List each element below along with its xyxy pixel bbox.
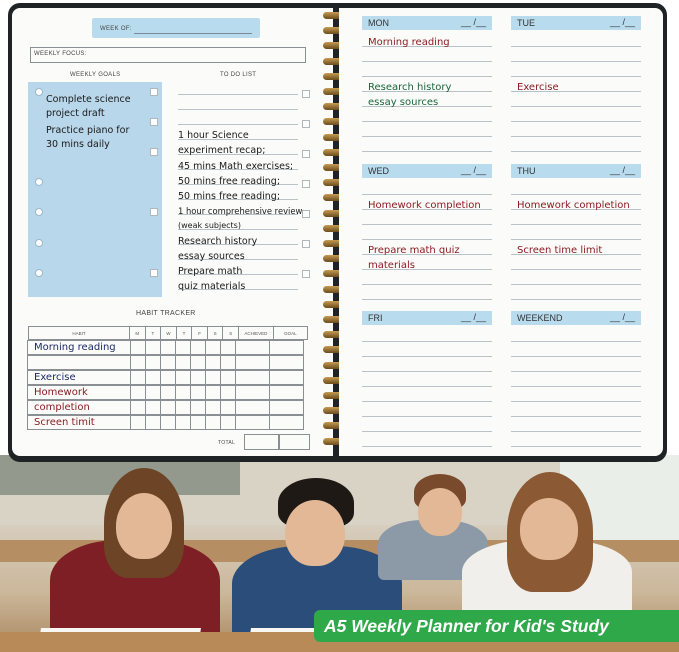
day-line: [362, 76, 492, 77]
day-label: FRI: [368, 313, 383, 323]
todo-text: 45 mins Math exercises;: [178, 161, 294, 172]
habit-check-cell[interactable]: [160, 355, 176, 370]
habit-text: Screen timit: [34, 417, 95, 428]
day-line: [511, 446, 641, 447]
habit-check-cell[interactable]: [205, 340, 221, 355]
habit-check-cell[interactable]: [220, 385, 236, 400]
product-banner: [314, 610, 679, 642]
day-line: [362, 136, 492, 137]
habit-name-cell: [27, 415, 131, 430]
todo-text: (weak subjects): [178, 221, 241, 230]
habit-check-cell[interactable]: [220, 370, 236, 385]
day-entry-text: Morning reading: [368, 37, 450, 48]
habit-col-header: GOAL: [273, 327, 307, 340]
goal-checkbox[interactable]: [150, 118, 158, 126]
habit-check-cell[interactable]: [235, 355, 270, 370]
habit-check-cell[interactable]: [160, 370, 176, 385]
habit-check-cell[interactable]: [269, 385, 304, 400]
habit-check-cell[interactable]: [269, 400, 304, 415]
todo-text: essay sources: [178, 251, 245, 262]
habit-check-cell[interactable]: [130, 355, 146, 370]
day-line: [511, 299, 641, 300]
banner-text: A5 Weekly Planner for Kid's Study: [324, 616, 609, 636]
habit-check-cell[interactable]: [130, 400, 146, 415]
day-line: [362, 371, 492, 372]
day-label: WED: [368, 166, 389, 176]
day-line: [362, 299, 492, 300]
day-line: [511, 341, 641, 342]
day-line: [362, 356, 492, 357]
habit-check-cell[interactable]: [190, 415, 206, 430]
habit-check-cell[interactable]: [205, 385, 221, 400]
habit-check-cell[interactable]: [205, 415, 221, 430]
day-line: [511, 224, 641, 225]
habit-check-cell[interactable]: [160, 385, 176, 400]
day-label: TUE: [517, 18, 535, 28]
day-entry-text: materials: [368, 260, 415, 271]
habit-check-cell[interactable]: [205, 355, 221, 370]
day-header-mon: [362, 16, 492, 30]
habit-text: completion: [34, 402, 90, 413]
habit-col-header: T: [145, 327, 161, 340]
habit-check-cell[interactable]: [220, 415, 236, 430]
habit-check-cell[interactable]: [269, 370, 304, 385]
goal-checkbox[interactable]: [150, 269, 158, 277]
day-line: [362, 239, 492, 240]
goal-dot: [35, 88, 43, 96]
habit-check-cell[interactable]: [269, 415, 304, 430]
todo-line: [178, 94, 298, 95]
day-header-tue: [511, 16, 641, 30]
day-line: [511, 371, 641, 372]
goal-text: Practice piano for: [46, 125, 130, 136]
day-line: [511, 106, 641, 107]
day-entry-text: essay sources: [368, 97, 439, 108]
day-entry-text: Exercise: [517, 82, 559, 93]
goal-dot: [35, 239, 43, 247]
habit-check-cell[interactable]: [175, 400, 191, 415]
day-line: [511, 284, 641, 285]
day-line: [511, 76, 641, 77]
habit-col-header: S: [223, 327, 239, 340]
habit-check-cell[interactable]: [190, 340, 206, 355]
goal-checkbox[interactable]: [150, 88, 158, 96]
day-header-weekend: [511, 311, 641, 325]
habit-check-cell[interactable]: [145, 370, 161, 385]
habit-check-cell[interactable]: [175, 385, 191, 400]
habit-check-cell[interactable]: [130, 340, 146, 355]
habit-check-cell[interactable]: [190, 370, 206, 385]
todo-checkbox[interactable]: [302, 240, 310, 248]
habit-check-cell[interactable]: [190, 355, 206, 370]
day-date-blank[interactable]: __ /__: [460, 165, 486, 175]
habit-check-cell[interactable]: [190, 385, 206, 400]
todo-checkbox[interactable]: [302, 180, 310, 188]
day-line: [362, 401, 492, 402]
day-entry-text: Homework completion: [517, 200, 630, 211]
habit-check-cell[interactable]: [235, 400, 270, 415]
day-line: [511, 61, 641, 62]
habit-text: Homework: [34, 387, 88, 398]
goal-dot: [35, 208, 43, 216]
habit-check-cell[interactable]: [220, 355, 236, 370]
habit-check-cell[interactable]: [205, 370, 221, 385]
day-header-thu: [511, 164, 641, 178]
day-line: [511, 431, 641, 432]
day-line: [362, 386, 492, 387]
day-date-blank[interactable]: __ /__: [609, 17, 635, 27]
todo-checkbox[interactable]: [302, 90, 310, 98]
day-line: [511, 194, 641, 195]
todo-text: Research history: [178, 236, 258, 247]
week-of-label: WEEK OF:: [100, 26, 132, 32]
total-label: TOTAL: [218, 440, 236, 446]
todo-text: experiment recap;: [178, 145, 266, 156]
day-date-blank[interactable]: __ /__: [460, 17, 486, 27]
day-line: [362, 431, 492, 432]
day-entry-text: Prepare math quiz: [368, 245, 460, 256]
day-label: MON: [368, 18, 389, 28]
day-line: [362, 341, 492, 342]
habit-col-header: W: [161, 327, 177, 340]
day-date-blank[interactable]: __ /__: [609, 165, 635, 175]
habit-check-cell[interactable]: [145, 355, 161, 370]
day-header-wed: [362, 164, 492, 178]
todo-text: Prepare math: [178, 266, 243, 277]
habit-check-cell[interactable]: [145, 400, 161, 415]
todo-text: 1 hour comprehensive review: [178, 206, 303, 216]
habit-check-cell[interactable]: [160, 340, 176, 355]
habit-col-header: M: [129, 327, 145, 340]
day-line: [511, 121, 641, 122]
todo-checkbox[interactable]: [302, 120, 310, 128]
habit-check-cell[interactable]: [235, 385, 270, 400]
todo-text: 50 mins free reading;: [178, 191, 281, 202]
habit-check-cell[interactable]: [235, 340, 270, 355]
habit-col-header: T: [176, 327, 192, 340]
habit-check-cell[interactable]: [220, 400, 236, 415]
day-header-fri: [362, 311, 492, 325]
habit-check-cell[interactable]: [145, 385, 161, 400]
habit-check-cell[interactable]: [269, 355, 304, 370]
habit-name-cell: [27, 370, 131, 385]
habit-tracker-table: [28, 326, 308, 340]
day-entry-text: Research history: [368, 82, 452, 93]
day-line: [511, 386, 641, 387]
goal-text: Complete science: [46, 94, 131, 105]
day-entry-text: Homework completion: [368, 200, 481, 211]
day-line: [511, 136, 641, 137]
habit-col-header: ACHIEVED: [239, 327, 274, 340]
habit-check-cell[interactable]: [130, 415, 146, 430]
habit-check-cell[interactable]: [130, 385, 146, 400]
habit-col-header: F: [192, 327, 208, 340]
day-line: [362, 61, 492, 62]
planner-left-page: [12, 8, 333, 456]
habit-name-cell: [27, 400, 131, 415]
goal-checkbox[interactable]: [150, 208, 158, 216]
day-entry-text: Screen time limit: [517, 245, 603, 256]
day-line: [362, 121, 492, 122]
day-line: [511, 401, 641, 402]
habit-name-cell: [27, 340, 131, 355]
week-of-line: [134, 33, 252, 34]
habit-text: Exercise: [34, 372, 76, 383]
goal-checkbox[interactable]: [150, 148, 158, 156]
day-line: [362, 224, 492, 225]
day-line: [511, 239, 641, 240]
day-line: [362, 194, 492, 195]
goal-dot: [35, 178, 43, 186]
habit-col-header: S: [207, 327, 223, 340]
weekly-goals-label: WEEKLY GOALS: [70, 72, 121, 78]
day-label: WEEKEND: [517, 313, 563, 323]
day-label: THU: [517, 166, 536, 176]
day-date-blank[interactable]: __ /__: [609, 312, 635, 322]
habit-check-cell[interactable]: [175, 370, 191, 385]
day-line: [362, 416, 492, 417]
habit-check-cell[interactable]: [145, 340, 161, 355]
todo-line: [178, 109, 298, 110]
day-line: [511, 356, 641, 357]
todo-checkbox[interactable]: [302, 150, 310, 158]
habit-text: Morning reading: [34, 342, 116, 353]
habit-check-cell[interactable]: [220, 340, 236, 355]
goal-text: project draft: [46, 108, 105, 119]
total-goal-cell[interactable]: [278, 434, 310, 450]
day-line: [511, 46, 641, 47]
habit-check-cell[interactable]: [205, 400, 221, 415]
habit-check-cell[interactable]: [269, 340, 304, 355]
day-line: [362, 284, 492, 285]
day-line: [362, 446, 492, 447]
habit-check-cell[interactable]: [175, 340, 191, 355]
weekly-focus-label: WEEKLY FOCUS:: [34, 51, 87, 57]
habit-check-cell[interactable]: [190, 400, 206, 415]
habit-check-cell[interactable]: [160, 415, 176, 430]
to-do-list-label: TO DO LIST: [220, 72, 257, 78]
day-date-blank[interactable]: __ /__: [460, 312, 486, 322]
habit-check-cell[interactable]: [145, 415, 161, 430]
habit-check-cell[interactable]: [235, 415, 270, 430]
habit-check-cell[interactable]: [160, 400, 176, 415]
day-line: [511, 416, 641, 417]
habit-check-cell[interactable]: [235, 370, 270, 385]
total-achieved-cell[interactable]: [244, 434, 280, 450]
habit-check-cell[interactable]: [130, 370, 146, 385]
habit-check-cell[interactable]: [175, 415, 191, 430]
todo-text: quiz materials: [178, 281, 246, 292]
todo-line: [178, 124, 298, 125]
day-line: [362, 151, 492, 152]
todo-checkbox[interactable]: [302, 270, 310, 278]
todo-text: 50 mins free reading;: [178, 176, 281, 187]
day-line: [511, 269, 641, 270]
goal-dot: [35, 269, 43, 277]
habit-col-header: HABIT: [29, 327, 130, 340]
habit-name-cell: [27, 355, 131, 370]
habit-tracker-label: HABIT TRACKER: [136, 310, 196, 317]
goal-text: 30 mins daily: [46, 139, 110, 150]
day-line: [511, 151, 641, 152]
planner-right-page: [339, 8, 663, 456]
habit-check-cell[interactable]: [175, 355, 191, 370]
habit-name-cell: [27, 385, 131, 400]
todo-checkbox[interactable]: [302, 210, 310, 218]
todo-text: 1 hour Science: [178, 130, 249, 141]
